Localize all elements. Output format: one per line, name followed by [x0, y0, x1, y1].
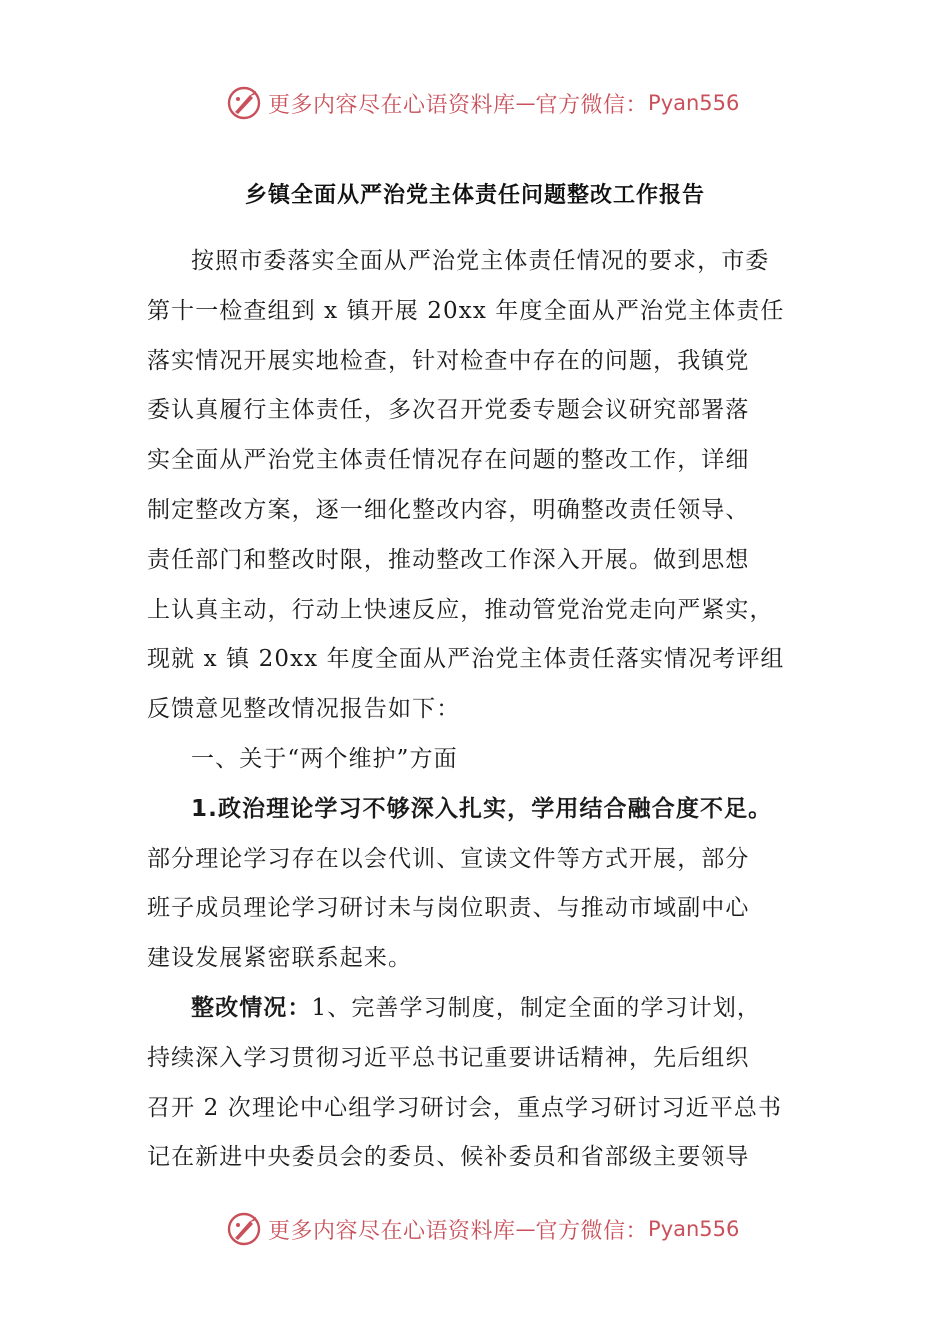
banner-dash: —: [515, 1217, 536, 1241]
rectify-first-text: 1、完善学习制度，制定全面的学习计划，: [311, 994, 762, 1021]
banner-text: 更多内容尽在心语资料库: [268, 92, 516, 118]
paragraph-line: 部分理论学习存在以会代训、宣读文件等方式开展，部分: [147, 845, 750, 872]
banner-text: 更多内容尽在心语资料库: [268, 1218, 516, 1244]
paragraph-line: 反馈意见整改情况报告如下：: [147, 696, 461, 723]
paragraph-line: 按照市委落实全面从严治党主体责任情况的要求，市委: [191, 248, 770, 274]
section-heading: 一、关于“两个维护”方面: [191, 745, 458, 772]
paragraph-line: 委认真履行主体责任，多次召开党委专题会议研究部署落: [147, 397, 750, 424]
paragraph-line: 制定整改方案，逐一细化整改内容，明确整改责任领导、: [147, 496, 750, 523]
footer-watermark-banner: [226, 1209, 739, 1249]
paragraph-line: 责任部门和整改时限，推动整改工作深入开展。做到思想: [147, 546, 750, 573]
paragraph-line: 落实情况开展实地检查，针对检查中存在的问题，我镇党: [147, 347, 750, 374]
header-watermark-banner: [226, 83, 739, 123]
rectify-paragraph-first-line: [147, 984, 807, 1034]
paragraph-line: 召开 2 次理论中心组学习研讨会，重点学习研讨习近平总书: [147, 1094, 783, 1121]
banner-handle: Pyan556: [648, 1217, 740, 1241]
banner-official: 官方微信：: [535, 92, 649, 118]
rectify-label: 整改情况：: [191, 994, 312, 1021]
paragraph-line: 现就 x 镇 20xx 年度全面从严治党主体责任落实情况考评组: [147, 646, 785, 673]
paragraph-line: 建设发展紧密联系起来。: [147, 945, 413, 972]
paragraph-line: 班子成员理论学习研讨未与岗位职责、与推动市域副中心: [147, 895, 750, 922]
pen-nib-circle-icon: [226, 1211, 262, 1247]
paragraph-line: 上认真主动，行动上快速反应，推动管党治党走向严紧实，: [147, 596, 774, 623]
banner-official: 官方微信：: [535, 1218, 649, 1244]
pen-nib-circle-icon: [226, 85, 262, 121]
banner-dash: —: [515, 91, 536, 115]
paragraph-line: 记在新进中央委员会的委员、候补委员和省部级主要领导: [147, 1144, 750, 1171]
item-heading: 1.政治理论学习不够深入扎实，学用结合融合度不足。: [191, 795, 773, 822]
banner-handle: Pyan556: [648, 91, 740, 115]
document-title: 乡镇全面从严治党主体责任问题整改工作报告: [244, 183, 705, 208]
paragraph-line: 持续深入学习贯彻习近平总书记重要讲话精神，先后组织: [147, 1044, 750, 1071]
paragraph-line: 实全面从严治党主体责任情况存在问题的整改工作，详细: [147, 447, 750, 474]
paragraph-line: 第十一检查组到 x 镇开展 20xx 年度全面从严治党主体责任: [147, 297, 785, 324]
document-body: [147, 237, 807, 1183]
